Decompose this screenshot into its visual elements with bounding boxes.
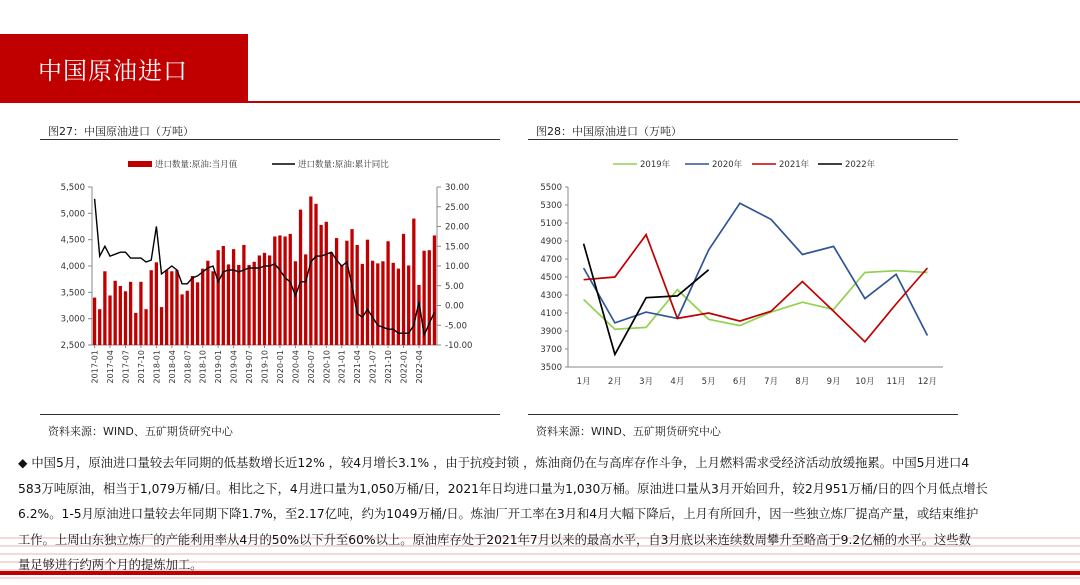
tick-label-x: 2019-07 [245,350,255,384]
bar [366,240,369,345]
bar [206,261,209,345]
bar [150,270,153,345]
tick-label-left: 3,500 [60,288,85,299]
chart28-caption: 图28：中国原油进口（万吨） [536,125,682,138]
bar [242,245,245,345]
tick-label-x: 2018-01 [152,350,162,384]
bar [139,282,142,345]
tick-label-y: 3900 [540,327,562,337]
bar [335,238,338,345]
bar [222,246,225,345]
bar [273,237,276,345]
bar [376,263,379,345]
legend-label: 2020年 [712,160,743,170]
tick-label-left: 2,500 [60,341,85,351]
bar [428,250,431,345]
tick-label-x: 2017-04 [106,350,116,384]
tick-label-x: 2018-10 [198,350,208,384]
tick-label-right: -5.00 [445,321,467,332]
legend-line-label: 进口数量:原油:累计同比 [298,160,389,170]
bar [371,261,374,345]
title-banner [0,34,248,102]
tick-label-x: 10月 [855,377,875,387]
chart27 [40,145,500,410]
bar [93,298,96,345]
bar [247,265,250,345]
chart28 [528,145,958,410]
bar [340,265,343,345]
bar [319,225,322,345]
tick-label-y: 5500 [540,183,562,193]
bar [392,263,395,345]
tick-label-x: 5月 [701,377,716,387]
bar [330,252,333,345]
tick-label-x: 2020-01 [275,350,285,384]
tick-label-y: 4300 [540,291,562,301]
bar [170,271,173,345]
bar [124,291,127,345]
tick-label-x: 2022-04 [414,350,424,384]
tick-label-left: 5,000 [60,209,85,220]
bar [356,245,359,345]
commentary-line: ◆ 中国5月，原油进口量较去年同期的低基数增长近12% ，较4月增长3.1% ，由于抗疫封锁 ，炼油商仍在与高库存作斗争，上月燃料需求受经济活动放缓拖累。中国5月进口4 [18,456,970,470]
tick-label-left: 4,000 [60,262,85,272]
tick-label-x: 2020-07 [306,350,316,384]
chart27-bottom-rule [40,414,500,415]
tick-label-x: 2021-04 [353,350,363,384]
tick-label-x: 11月 [886,377,906,387]
tick-label-y: 3700 [540,345,562,355]
series-line-4 [584,244,709,355]
bar [325,222,328,345]
bar [155,262,158,345]
tick-label-left: 4,500 [60,235,85,246]
tick-label-x: 3月 [639,377,654,387]
bar [160,307,163,345]
bar [217,250,220,345]
tick-label-x: 8月 [795,377,810,387]
bar [289,234,292,345]
tick-label-x: 2021-10 [384,350,394,384]
tick-label-right: 5.00 [445,281,464,292]
tick-label-right: -10.00 [445,341,473,351]
legend-bar-swatch [128,161,152,167]
bar [268,255,271,345]
tick-label-right: 15.00 [445,242,470,253]
bar [309,196,312,345]
commentary-line: 量足够进行约两个月的提炼加工。 [18,558,203,572]
tick-label-x: 12月 [917,377,938,387]
tick-label-x: 2020-10 [322,350,332,384]
tick-label-x: 2021-07 [368,350,378,384]
tick-label-x: 2022-01 [399,350,409,384]
tick-label-x: 2019-04 [229,350,239,384]
bar [361,264,364,345]
header-divider [0,101,1080,103]
bar [180,294,183,345]
page-title: 中国原油进口 [38,56,188,85]
bar [108,295,111,345]
bar [211,271,214,345]
bar [227,264,230,345]
tick-label-x: 2020-04 [291,350,301,384]
commentary [18,451,1070,579]
bar [314,204,317,345]
bar [114,281,117,345]
chart28-bottom-rule [528,414,958,415]
bar [402,234,405,345]
bar [144,309,147,345]
bar [119,286,122,345]
bar [175,270,178,345]
tick-label-y: 5300 [540,201,562,211]
bar [294,261,297,345]
bar [165,270,168,345]
tick-label-x: 2018-07 [183,350,193,384]
commentary-line: 583万吨原油，相当于1,079万桶/日。相比之下，4月进口量为1,050万桶/日，2021年日均进口量为1,030万桶。原油进口量从3月开始回升，较2月951万桶/日的四个月低点增长 [18,481,988,496]
tick-label-y: 4500 [540,273,562,283]
bar [433,235,436,345]
tick-label-x: 2017-01 [90,350,100,384]
tick-label-x: 2021-01 [337,350,347,384]
tick-label-y: 4900 [540,237,562,247]
commentary-line: 6.2%。1-5月原油进口量较去年同期下降1.7%，至2.17亿吨，约为1049万桶/日。炼油厂开工率在3月和4月大幅下降后，上月有所回升，因一些独立炼厂提高产量，或结束维护 [18,507,979,521]
chart28-top-rule [528,139,958,140]
bar [129,282,132,345]
series-line-1 [584,271,928,330]
bar [103,271,106,345]
tick-label-y: 5100 [540,219,562,229]
tick-label-x: 9月 [826,377,841,387]
bar [186,291,189,345]
bar [253,262,256,345]
tick-label-y: 4700 [540,255,562,265]
legend-bar-label: 进口数量:原油:当月值 [155,160,238,170]
tick-label-x: 2019-10 [260,350,270,384]
tick-label-x: 2017-10 [136,350,146,384]
bar [191,276,194,345]
chart28-source: 资料来源：WIND、五矿期货研究中心 [536,425,721,438]
bar [98,309,101,345]
tick-label-left: 5,500 [60,183,85,193]
commentary-line: 工作。上周山东独立炼厂的产能利用率从4月的50%以下升至60%以上。原油库存处于2021年7月以来的最高水平，自3月底以来连续数周攀升至略高于9.2亿桶的水平。这些数 [18,532,971,547]
tick-label-x: 4月 [670,377,685,387]
tick-label-right: 20.00 [445,222,470,233]
bar [278,235,281,345]
series-line-3 [584,235,928,342]
legend-label: 2019年 [640,160,671,170]
bar [237,265,240,345]
chart27-source: 资料来源：WIND、五矿期货研究中心 [48,425,233,438]
legend-label: 2021年 [779,160,810,170]
bar [417,285,420,345]
bar [201,269,204,345]
tick-label-x: 2月 [607,377,622,387]
tick-label-right: 0.00 [445,301,464,312]
bar [283,237,286,345]
tick-label-y: 4100 [540,309,562,319]
tick-label-y: 3500 [540,363,562,373]
bar [196,282,199,345]
bar [134,313,137,345]
bar [232,249,235,345]
legend-label: 2022年 [845,160,876,170]
tick-label-x: 2017-07 [121,350,131,384]
tick-label-right: 25.00 [445,202,470,213]
tick-label-x: 2018-04 [167,350,177,384]
bar [345,241,348,345]
tick-label-x: 2019-01 [214,350,224,384]
tick-label-x: 6月 [732,377,747,387]
tick-label-left: 3,000 [60,314,85,325]
bar [299,210,302,345]
bar [304,254,307,345]
tick-label-right: 30.00 [445,183,470,193]
tick-label-right: 10.00 [445,262,470,272]
tick-label-x: 1月 [576,377,591,387]
tick-label-x: 7月 [764,377,779,387]
chart27-caption: 图27：中国原油进口（万吨） [48,125,194,138]
bar [258,255,261,345]
chart27-top-rule [40,139,500,140]
bar [381,261,384,345]
